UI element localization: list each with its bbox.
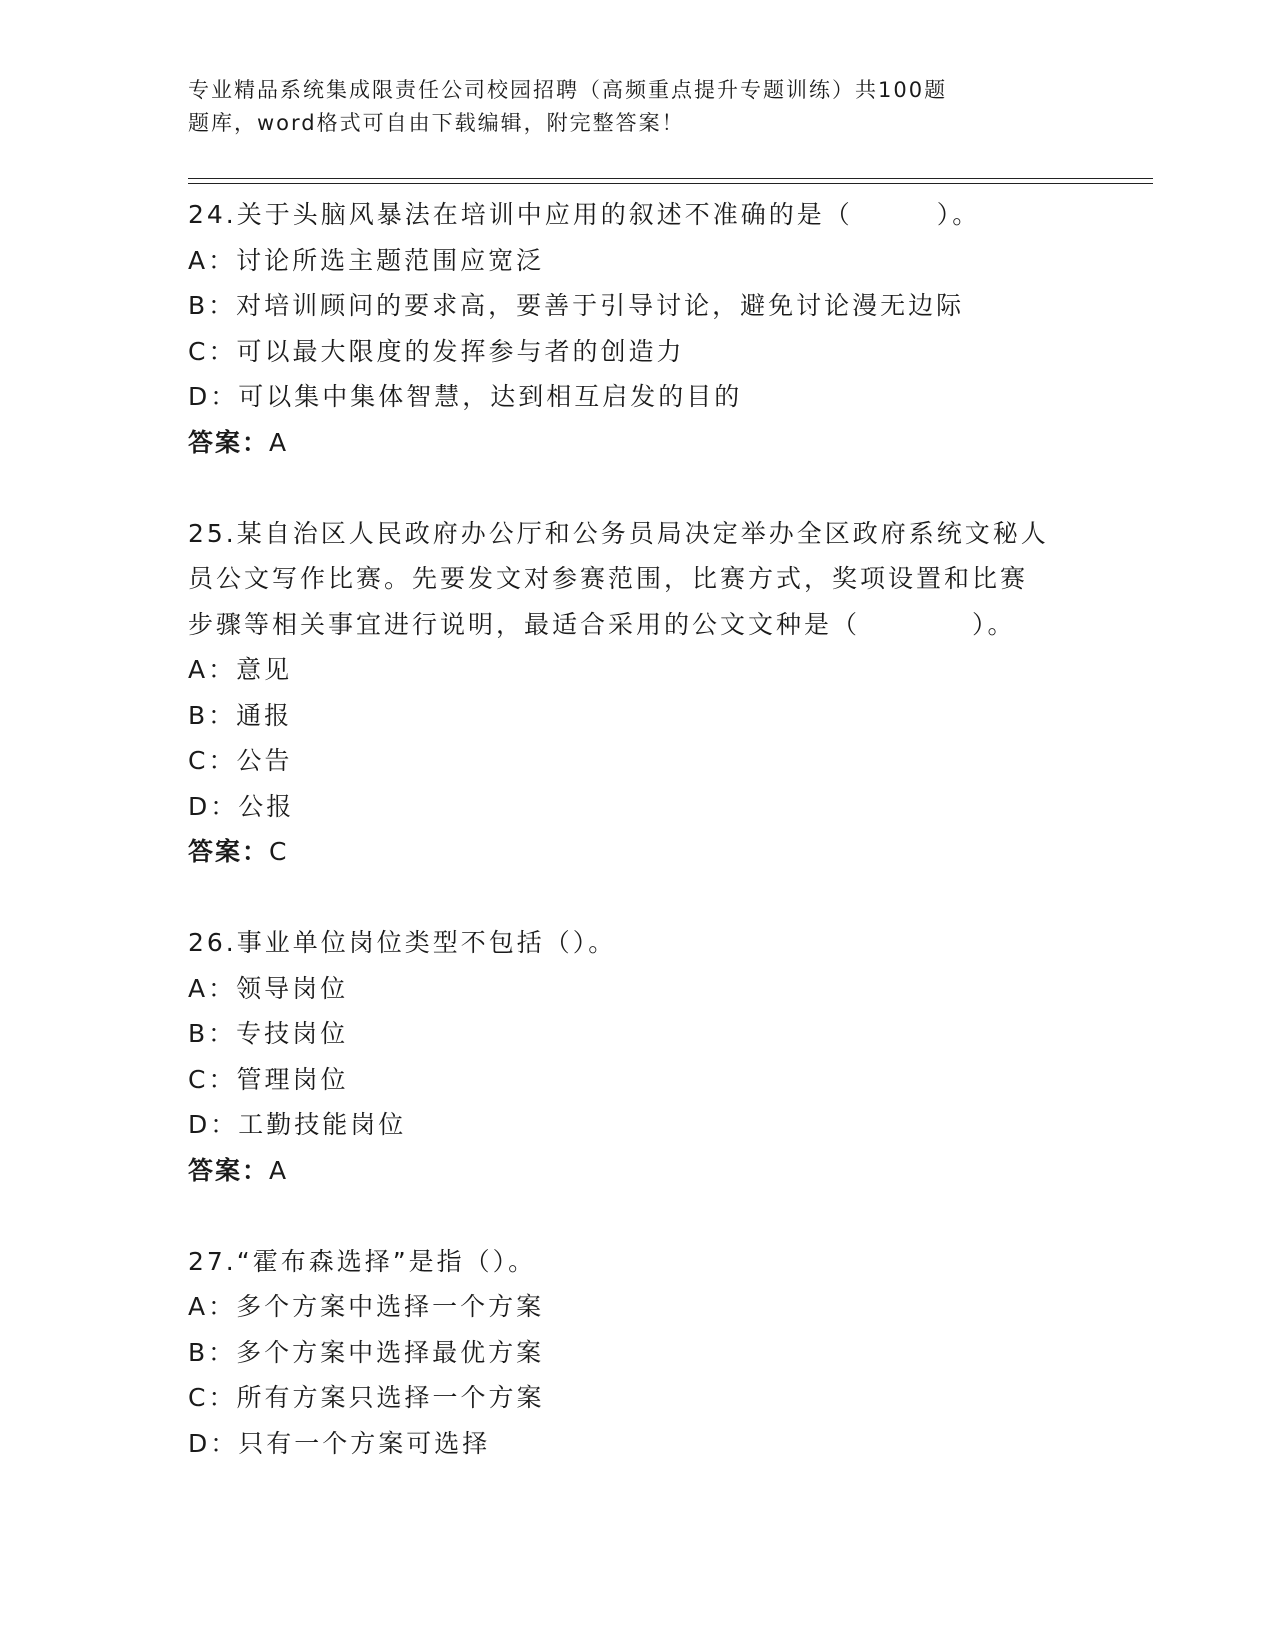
option-a: A：意见 bbox=[188, 655, 293, 684]
question-24 bbox=[188, 192, 1088, 465]
question-stem: 27.“霍布森选择”是指（）。 bbox=[188, 1246, 537, 1276]
option-b: B：专技岗位 bbox=[188, 1019, 349, 1048]
answer-value: C bbox=[269, 837, 289, 866]
option-a: A：领导岗位 bbox=[188, 973, 349, 1003]
answer-label: 答案： bbox=[188, 427, 270, 457]
option-c: C：公告 bbox=[188, 746, 293, 775]
question-stem-line-2: 员公文写作比赛。先要发文对参赛范围，比赛方式，奖项设置和比赛 bbox=[188, 564, 1029, 593]
question-list bbox=[188, 192, 1088, 1466]
document-header bbox=[188, 74, 1008, 140]
answer-label: 答案： bbox=[188, 837, 270, 866]
option-d: D：工勤技能岗位 bbox=[188, 1110, 407, 1139]
answer-line bbox=[188, 1148, 1088, 1194]
option-b: B：通报 bbox=[188, 700, 293, 730]
answer-line bbox=[188, 829, 1088, 875]
option-d: D：可以集中集体智慧，达到相互启发的目的 bbox=[188, 382, 743, 411]
option-c: C：所有方案只选择一个方案 bbox=[188, 1383, 545, 1412]
option-c: C：管理岗位 bbox=[188, 1064, 349, 1094]
answer-label: 答案： bbox=[188, 1155, 270, 1185]
question-stem-line-3: 步骤等相关事宜进行说明，最适合采用的公文文种是（ ）。 bbox=[188, 609, 1016, 639]
question-stem: 24.关于头脑风暴法在培训中应用的叙述不准确的是（ ）。 bbox=[188, 200, 981, 229]
option-b: B：多个方案中选择最优方案 bbox=[188, 1337, 545, 1367]
header-line-1: 专业精品系统集成限责任公司校园招聘（高频重点提升专题训练）共100题 bbox=[188, 78, 948, 102]
header-line-2: 题库，word格式可自由下载编辑，附完整答案！ bbox=[188, 111, 685, 135]
option-c: C：可以最大限度的发挥参与者的创造力 bbox=[188, 336, 685, 366]
option-d: D：只有一个方案可选择 bbox=[188, 1428, 491, 1458]
question-26 bbox=[188, 920, 1088, 1193]
header-divider-bottom bbox=[188, 183, 1153, 184]
option-b: B：对培训顾问的要求高，要善于引导讨论，避免讨论漫无边际 bbox=[188, 291, 965, 320]
question-stem: 26.事业单位岗位类型不包括（）。 bbox=[188, 928, 617, 957]
answer-line bbox=[188, 420, 1088, 466]
option-a: A：多个方案中选择一个方案 bbox=[188, 1292, 545, 1321]
answer-value: A bbox=[269, 1155, 289, 1185]
option-d: D：公报 bbox=[188, 791, 295, 821]
answer-value: A bbox=[269, 427, 289, 457]
question-stem-line-1: 25.某自治区人民政府办公厅和公务员局决定举办全区政府系统文秘人 bbox=[188, 518, 1049, 548]
option-a: A：讨论所选主题范围应宽泛 bbox=[188, 245, 545, 275]
question-27 bbox=[188, 1239, 1088, 1467]
question-25 bbox=[188, 511, 1088, 875]
header-divider-top bbox=[188, 178, 1153, 179]
